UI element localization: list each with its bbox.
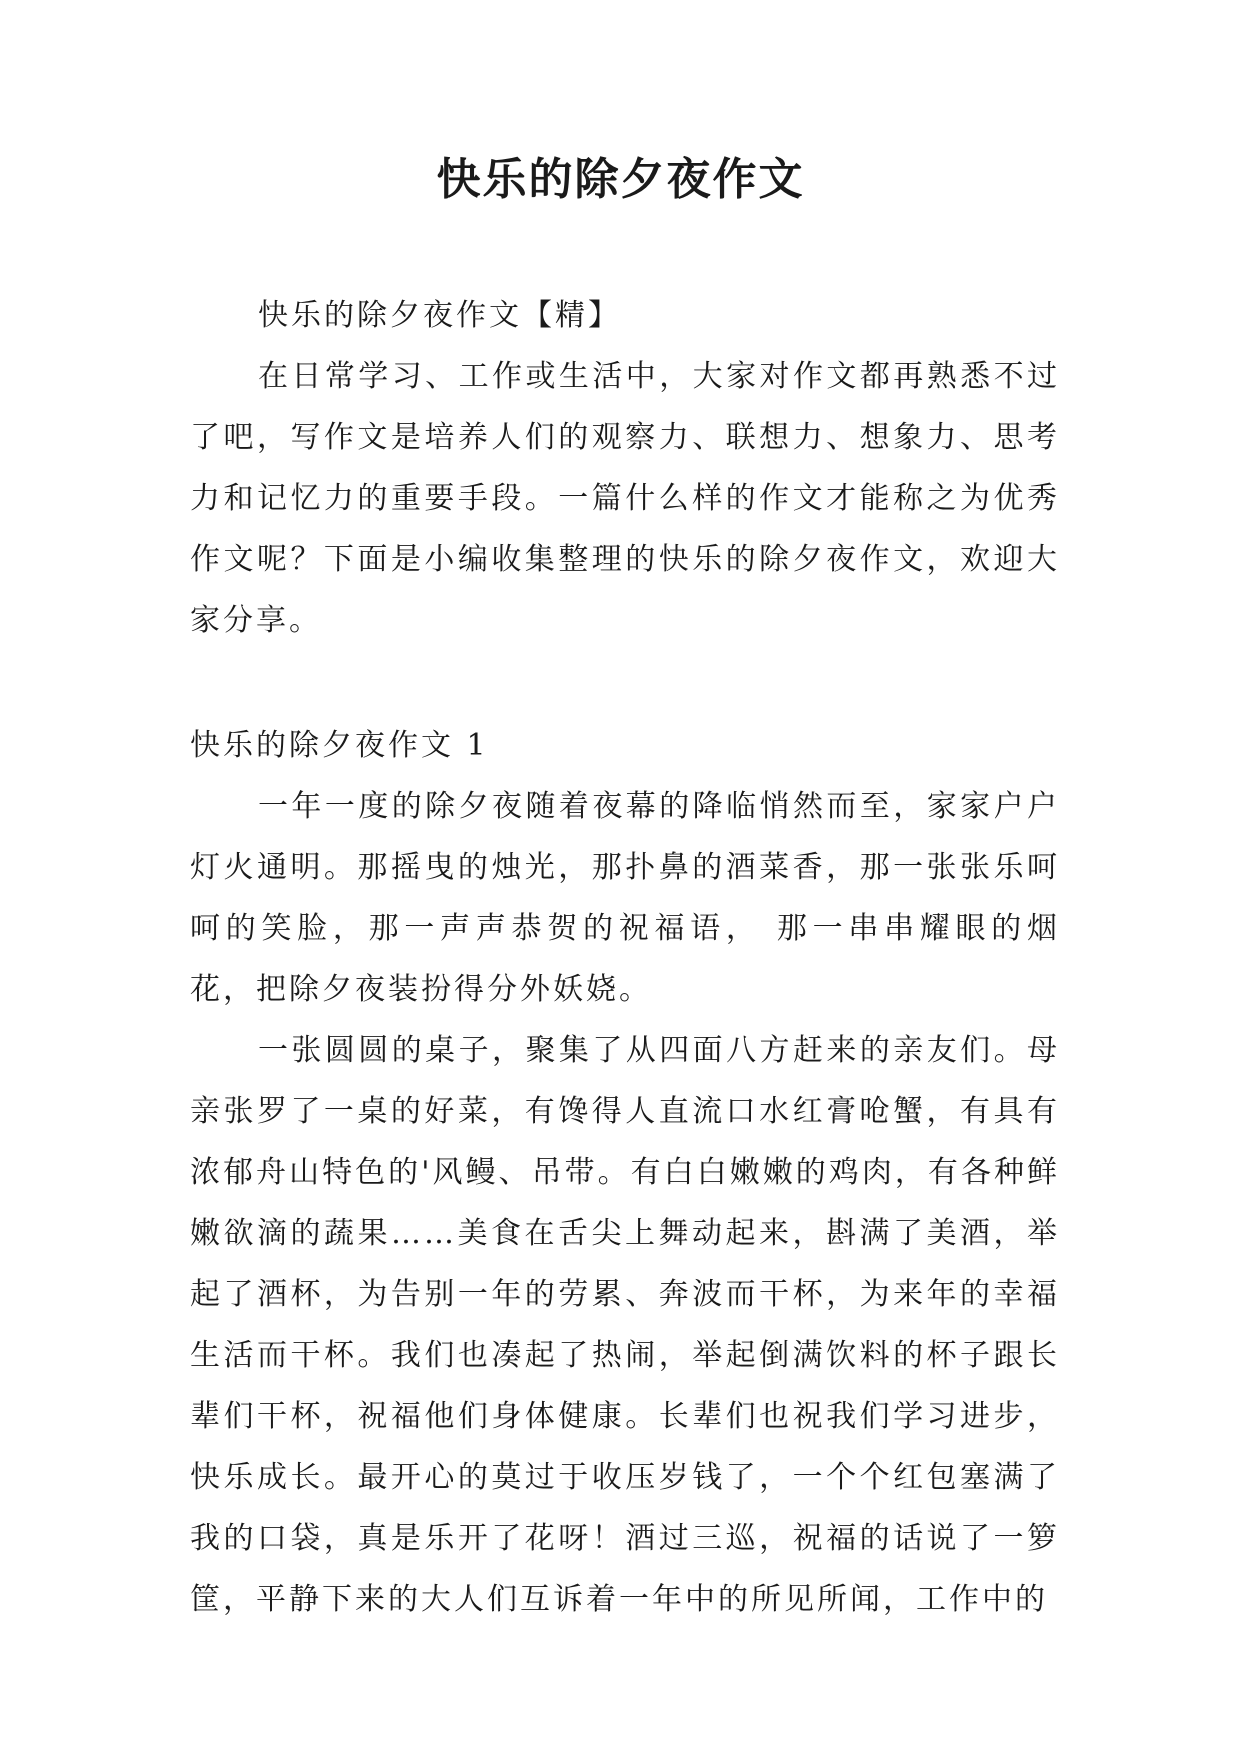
body-paragraph-2: 一张圆圆的桌子，聚集了从四面八方赶来的亲友们。母亲张罗了一桌的好菜，有馋得人直流口水红膏呛蟹，有具有浓郁舟山特色的'风鳗、吊带。有白白嫩嫩的鸡肉，有各种鲜嫩欲滴的蔬果……美食在舌尖上舞动起来，斟满了美酒，举起了酒杯，为告别一年的劳累、奔波而干杯，为来年的幸福生活而干杯。我们也凑起了热闹，举起倒满饮料的杯子跟长辈们干杯，祝福他们身体健康。长辈们也祝我们学习进步，快乐成长。最开心的莫过于收压岁钱了，一个个红包塞满了我的口袋，真是乐开了花呀！酒过三巡，祝福的话说了一箩筐，平静下来的大人们互诉着一年中的所见所闻，工作中的	[190, 1033, 1060, 1617]
section-heading: 快乐的除夕夜作文 1	[190, 728, 489, 763]
document-body	[190, 285, 1060, 1630]
document-title: 快乐的除夕夜作文	[436, 154, 805, 205]
document-subtitle: 快乐的除夕夜作文【精】	[258, 298, 621, 333]
body-paragraph-1: 一年一度的除夕夜随着夜幕的降临悄然而至，家家户户灯火通明。那摇曳的烛光，那扑鼻的酒菜香，那一张张乐呵呵的笑脸，那一声声恭贺的祝福语， 那一串串耀眼的烟花，把除夕夜装扮得分外妖娆。	[190, 789, 1060, 1007]
intro-paragraph: 在日常学习、工作或生活中，大家对作文都再熟悉不过了吧，写作文是培养人们的观察力、联想力、想象力、思考力和记忆力的重要手段。一篇什么样的作文才能称之为优秀作文呢？下面是小编收集整理的快乐的除夕夜作文，欢迎大家分享。	[190, 359, 1060, 638]
